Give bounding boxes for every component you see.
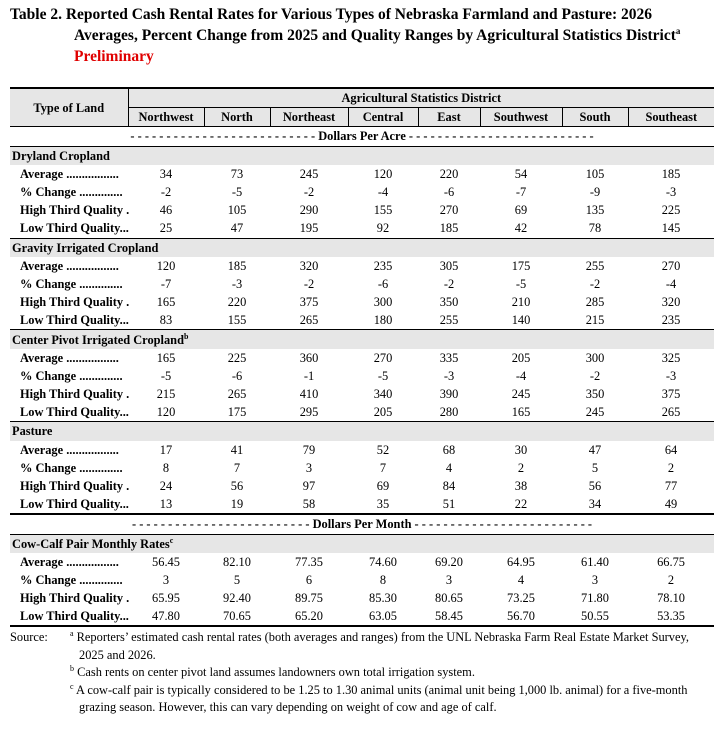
- table-cell: 58: [302, 497, 316, 512]
- section-name: [10, 422, 714, 441]
- section-name: [10, 330, 714, 349]
- footnote-a-marker: a: [70, 629, 74, 639]
- title-line-2-text: Averages, Percent Change from 2025 and Quality Ranges by Agricultural Statistics District: [74, 27, 676, 44]
- table-cell: 56: [588, 479, 602, 494]
- table-cell: 270: [661, 258, 681, 273]
- table-cell: 175: [511, 258, 531, 273]
- table-cell: 185: [439, 221, 459, 236]
- row-label: % Change ..............: [20, 368, 123, 383]
- table-cell: 56: [230, 479, 244, 494]
- table-cell: 245: [299, 166, 319, 181]
- table-cell: 3: [445, 572, 453, 587]
- table-cell: 47: [588, 442, 602, 457]
- table-cell: 58.45: [418, 607, 480, 626]
- table-cell: 89.75: [295, 591, 323, 606]
- table-cell: 140: [511, 313, 531, 328]
- row-label: Average .................: [20, 350, 119, 365]
- table-cell: 290: [299, 203, 319, 218]
- preliminary-label: Preliminary: [74, 48, 154, 65]
- footnote-b-text: Cash rents on center pivot land assumes landowners own total irrigation system.: [77, 665, 475, 680]
- table-cell: 61.40: [581, 554, 609, 569]
- table-row: [10, 459, 714, 477]
- section-name-text: Dryland Cropland: [12, 148, 110, 163]
- row-label: Low Third Quality...: [20, 221, 129, 236]
- footnote-c-text: A cow-calf pair is typically considered to be 1.25 to 1.30 animal units (animal unit being 1,000 lb. animal) for a five-month grazing season. However, this can vary depending on weight of cow and age of calf.: [75, 682, 688, 715]
- section-name-text: Gravity Irrigated Cropland: [12, 240, 159, 255]
- table-cell: 25: [159, 221, 173, 236]
- table-cell: 8: [162, 460, 170, 475]
- table-cell: 49: [664, 497, 678, 512]
- table-cell: 47: [230, 221, 244, 236]
- table-row: [10, 571, 714, 589]
- table-cell: 71.80: [581, 591, 609, 606]
- table-cell: 30: [514, 442, 528, 457]
- table-cell: 375: [661, 387, 681, 402]
- table-cell: 270: [439, 203, 459, 218]
- table-cell: 83: [159, 313, 173, 328]
- table-cell: 255: [585, 258, 605, 273]
- row-label: % Change ..............: [20, 460, 123, 475]
- table-cell: 17: [159, 442, 173, 457]
- row-label: Low Third Quality...: [10, 607, 128, 626]
- title-line-1: Table 2. Reported Cash Rental Rates for Various Types of Nebraska Farmland and Pasture: 2026: [10, 6, 652, 23]
- table-cell: 69: [376, 479, 390, 494]
- district-group-header: Agricultural Statistics District: [128, 88, 714, 108]
- table-cell: 155: [227, 313, 247, 328]
- table-cell: 64.95: [507, 554, 535, 569]
- table-row: [10, 477, 714, 495]
- table-cell: 220: [439, 166, 459, 181]
- cash-rent-table: [10, 87, 714, 627]
- table-cell: 300: [373, 295, 393, 310]
- table-cell: 54: [514, 166, 528, 181]
- table-cell: 24: [159, 479, 173, 494]
- row-label: High Third Quality .: [20, 203, 130, 218]
- table-cell: 77: [664, 479, 678, 494]
- table-cell: 225: [661, 203, 681, 218]
- table-cell: 215: [156, 387, 176, 402]
- table-cell: 300: [585, 350, 605, 365]
- table-cell: 105: [585, 166, 605, 181]
- table-cell: -5: [377, 368, 389, 383]
- table-cell: 205: [373, 405, 393, 420]
- type-of-land-header: Type of Land: [10, 88, 128, 127]
- table-cell: 73: [230, 166, 244, 181]
- table-cell: 19: [230, 497, 244, 512]
- table-cell: -3: [231, 276, 243, 291]
- table-cell: 56.70: [480, 607, 562, 626]
- table-cell: 155: [373, 203, 393, 218]
- row-label: Average .................: [20, 554, 119, 569]
- table-cell: -3: [443, 368, 455, 383]
- footnotes: [10, 629, 714, 717]
- table-cell: 34: [588, 497, 602, 512]
- table-cell: 97: [302, 479, 316, 494]
- table-cell: 165: [511, 405, 531, 420]
- footnote-c: [70, 682, 714, 717]
- table-cell: 185: [661, 166, 681, 181]
- table-cell: 3: [305, 460, 313, 475]
- table-cell: -5: [515, 276, 527, 291]
- row-label: Low Third Quality...: [20, 313, 129, 328]
- table-cell: 64: [664, 442, 678, 457]
- table-cell: 4: [445, 460, 453, 475]
- table-cell: 41: [230, 442, 244, 457]
- table-cell: -4: [515, 368, 527, 383]
- district-header-southwest: Southwest: [480, 108, 562, 127]
- table-cell: 38: [514, 479, 528, 494]
- table-row: [10, 385, 714, 403]
- unit-row-per-acre-text: - - - - - - - - - - - - - - - - - - - - - - - - - - Dollars Per Acre - - - - - - - - - - - - - - - - - - - - - - - - - -: [10, 127, 714, 146]
- table-cell: 305: [439, 258, 459, 273]
- table-cell: 320: [299, 258, 319, 273]
- table-cell: 8: [379, 572, 387, 587]
- row-label: Average .................: [20, 442, 119, 457]
- row-label: % Change ..............: [20, 276, 123, 291]
- table-cell: 80.65: [435, 591, 463, 606]
- table-cell: 53.35: [628, 607, 714, 626]
- table-cell: 360: [299, 350, 319, 365]
- section-header-row: [10, 238, 714, 257]
- table-cell: 82.10: [223, 554, 251, 569]
- table-cell: -2: [443, 276, 455, 291]
- title-footnote-marker: a: [675, 25, 681, 36]
- district-header-northeast: Northeast: [270, 108, 348, 127]
- table-cell: -9: [589, 185, 601, 200]
- table-cell: 350: [585, 387, 605, 402]
- table-cell: 77.35: [295, 554, 323, 569]
- table-cell: 50.55: [562, 607, 628, 626]
- table-cell: 65.95: [152, 591, 180, 606]
- table-cell: 265: [299, 313, 319, 328]
- table-cell: 7: [379, 460, 387, 475]
- table-row: [10, 257, 714, 275]
- table-cell: 52: [376, 442, 390, 457]
- table-cell: -2: [160, 185, 172, 200]
- table-cell: -7: [515, 185, 527, 200]
- table-cell: 375: [299, 295, 319, 310]
- unit-row-per-month-text: - - - - - - - - - - - - - - - - - - - - - - - - - Dollars Per Month - - - - - - - - - - - - - - - - - - - - - - - - -: [10, 514, 714, 534]
- table-cell: 56.45: [152, 554, 180, 569]
- table-row: [10, 367, 714, 385]
- table-cell: -5: [231, 185, 243, 200]
- section-footnote-marker: c: [169, 535, 174, 545]
- table-cell: 280: [439, 405, 459, 420]
- table-cell: 69.20: [435, 554, 463, 569]
- table-cell: 74.60: [369, 554, 397, 569]
- table-cell: 92: [376, 221, 390, 236]
- table-cell: 235: [373, 258, 393, 273]
- table-cell: 65.20: [270, 607, 348, 626]
- table-cell: 135: [585, 203, 605, 218]
- section-header-row: [10, 422, 714, 441]
- table-cell: 3: [591, 572, 599, 587]
- table-cell: 325: [661, 350, 681, 365]
- table-cell: 195: [299, 221, 319, 236]
- table-cell: 13: [159, 497, 173, 512]
- unit-row-per-acre: [10, 127, 714, 146]
- table-row: [10, 293, 714, 311]
- table-cell: 3: [162, 572, 170, 587]
- table-cell: 225: [227, 350, 247, 365]
- header-row-district: [10, 88, 714, 108]
- table-cell: 22: [514, 497, 528, 512]
- table-cell: 79: [302, 442, 316, 457]
- table-cell: 185: [227, 258, 247, 273]
- row-label: Average .................: [20, 166, 119, 181]
- row-label: Average .................: [20, 258, 119, 273]
- table-cell: 245: [585, 405, 605, 420]
- table-cell: 180: [373, 313, 393, 328]
- table-cell: 78.10: [657, 591, 685, 606]
- table-cell: 175: [227, 405, 247, 420]
- table-cell: 70.65: [204, 607, 270, 626]
- table-row: [10, 183, 714, 201]
- district-header-northwest: Northwest: [128, 108, 204, 127]
- table-cell: 5: [591, 460, 599, 475]
- table-cell: 2: [517, 460, 525, 475]
- table-cell: -2: [589, 368, 601, 383]
- section-header-row: [10, 534, 714, 553]
- footnote-b: [70, 664, 714, 682]
- table-cell: 73.25: [507, 591, 535, 606]
- table-row: [10, 349, 714, 367]
- table-row: [10, 495, 714, 514]
- table-cell: 47.80: [128, 607, 204, 626]
- section-name-text: Pasture: [12, 424, 53, 439]
- table-cell: -6: [377, 276, 389, 291]
- row-label: Low Third Quality...: [20, 497, 129, 512]
- table-cell: 285: [585, 295, 605, 310]
- table-cell: 205: [511, 350, 531, 365]
- table-cell: 235: [661, 313, 681, 328]
- table-cell: -6: [443, 185, 455, 200]
- district-header-east: East: [418, 108, 480, 127]
- table-cell: 295: [299, 405, 319, 420]
- row-label: Low Third Quality...: [20, 405, 129, 420]
- table-cell: 390: [439, 387, 459, 402]
- table-cell: 2: [667, 460, 675, 475]
- table-cell: -7: [160, 276, 172, 291]
- table-row: [10, 311, 714, 330]
- table-cell: 5: [233, 572, 241, 587]
- row-label: High Third Quality .: [20, 479, 130, 494]
- table-cell: 145: [661, 221, 681, 236]
- table-cell: 120: [156, 258, 176, 273]
- table-cell: 6: [305, 572, 313, 587]
- row-label: High Third Quality .: [20, 591, 130, 606]
- district-header-southeast: Southeast: [628, 108, 714, 127]
- table-cell: 68: [442, 442, 456, 457]
- table-row: [10, 201, 714, 219]
- table-cell: 51: [442, 497, 456, 512]
- row-label: High Third Quality .: [20, 295, 130, 310]
- table-cell: 4: [517, 572, 525, 587]
- table-cell: 165: [156, 295, 176, 310]
- table-cell: -4: [665, 276, 677, 291]
- table-row: [10, 403, 714, 422]
- district-header-north: North: [204, 108, 270, 127]
- section-name: [10, 146, 714, 165]
- table-row: [10, 275, 714, 293]
- table-cell: 165: [156, 350, 176, 365]
- table-cell: 265: [661, 405, 681, 420]
- footnote-c-marker: c: [70, 681, 74, 691]
- section-name: [10, 534, 714, 553]
- section-name: [10, 238, 714, 257]
- table-cell: 410: [299, 387, 319, 402]
- row-label: % Change ..............: [20, 572, 123, 587]
- table-cell: 46: [159, 203, 173, 218]
- table-cell: 320: [661, 295, 681, 310]
- row-label: High Third Quality .: [20, 387, 130, 402]
- table-row: [10, 441, 714, 459]
- table-row: [10, 589, 714, 607]
- table-row: [10, 607, 714, 626]
- table-cell: -6: [231, 368, 243, 383]
- table-cell: 245: [511, 387, 531, 402]
- table-row: [10, 165, 714, 183]
- section-header-row: [10, 146, 714, 165]
- table-cell: 340: [373, 387, 393, 402]
- table-cell: 255: [439, 313, 459, 328]
- table-cell: 69: [514, 203, 528, 218]
- table-cell: 35: [376, 497, 390, 512]
- table-row: [10, 553, 714, 571]
- table-cell: 335: [439, 350, 459, 365]
- table-cell: 63.05: [348, 607, 418, 626]
- table-cell: 210: [511, 295, 531, 310]
- table-cell: 7: [233, 460, 241, 475]
- table-cell: 220: [227, 295, 247, 310]
- section-name-text: Cow-Calf Pair Monthly Rates: [12, 536, 170, 551]
- table-row: [10, 219, 714, 238]
- table-cell: 92.40: [223, 591, 251, 606]
- table-cell: 34: [159, 166, 173, 181]
- table-cell: -1: [303, 368, 315, 383]
- title-line-2: [10, 25, 714, 46]
- table-cell: 84: [442, 479, 456, 494]
- table-cell: 105: [227, 203, 247, 218]
- table-cell: 265: [227, 387, 247, 402]
- table-cell: -2: [303, 276, 315, 291]
- table-cell: -4: [377, 185, 389, 200]
- table-cell: -3: [665, 185, 677, 200]
- table-cell: -2: [303, 185, 315, 200]
- table-cell: -5: [160, 368, 172, 383]
- table-cell: 66.75: [657, 554, 685, 569]
- table-cell: 215: [585, 313, 605, 328]
- table-cell: 78: [588, 221, 602, 236]
- district-header-central: Central: [348, 108, 418, 127]
- table-title: [10, 4, 714, 46]
- table-cell: 42: [514, 221, 528, 236]
- row-label: % Change ..............: [20, 185, 123, 200]
- table-cell: 85.30: [369, 591, 397, 606]
- table-cell: 120: [156, 405, 176, 420]
- table-cell: 2: [667, 572, 675, 587]
- section-footnote-marker: b: [183, 331, 189, 341]
- section-name-text: Center Pivot Irrigated Cropland: [12, 332, 184, 347]
- footnote-b-marker: b: [70, 664, 74, 674]
- table-cell: -2: [589, 276, 601, 291]
- table-cell: 270: [373, 350, 393, 365]
- source-label: Source:: [10, 630, 48, 645]
- section-header-row: [10, 330, 714, 349]
- footnote-a-text: Reporters’ estimated cash rental rates (both averages and ranges) from the UNL Nebraska Farm Real Estate Market Survey, 2025 and 2026.: [76, 630, 689, 662]
- table-cell: 120: [373, 166, 393, 181]
- footnote-a: [70, 629, 714, 664]
- table-cell: -3: [665, 368, 677, 383]
- table-cell: 350: [439, 295, 459, 310]
- unit-row-per-month: [10, 514, 714, 534]
- district-header-south: South: [562, 108, 628, 127]
